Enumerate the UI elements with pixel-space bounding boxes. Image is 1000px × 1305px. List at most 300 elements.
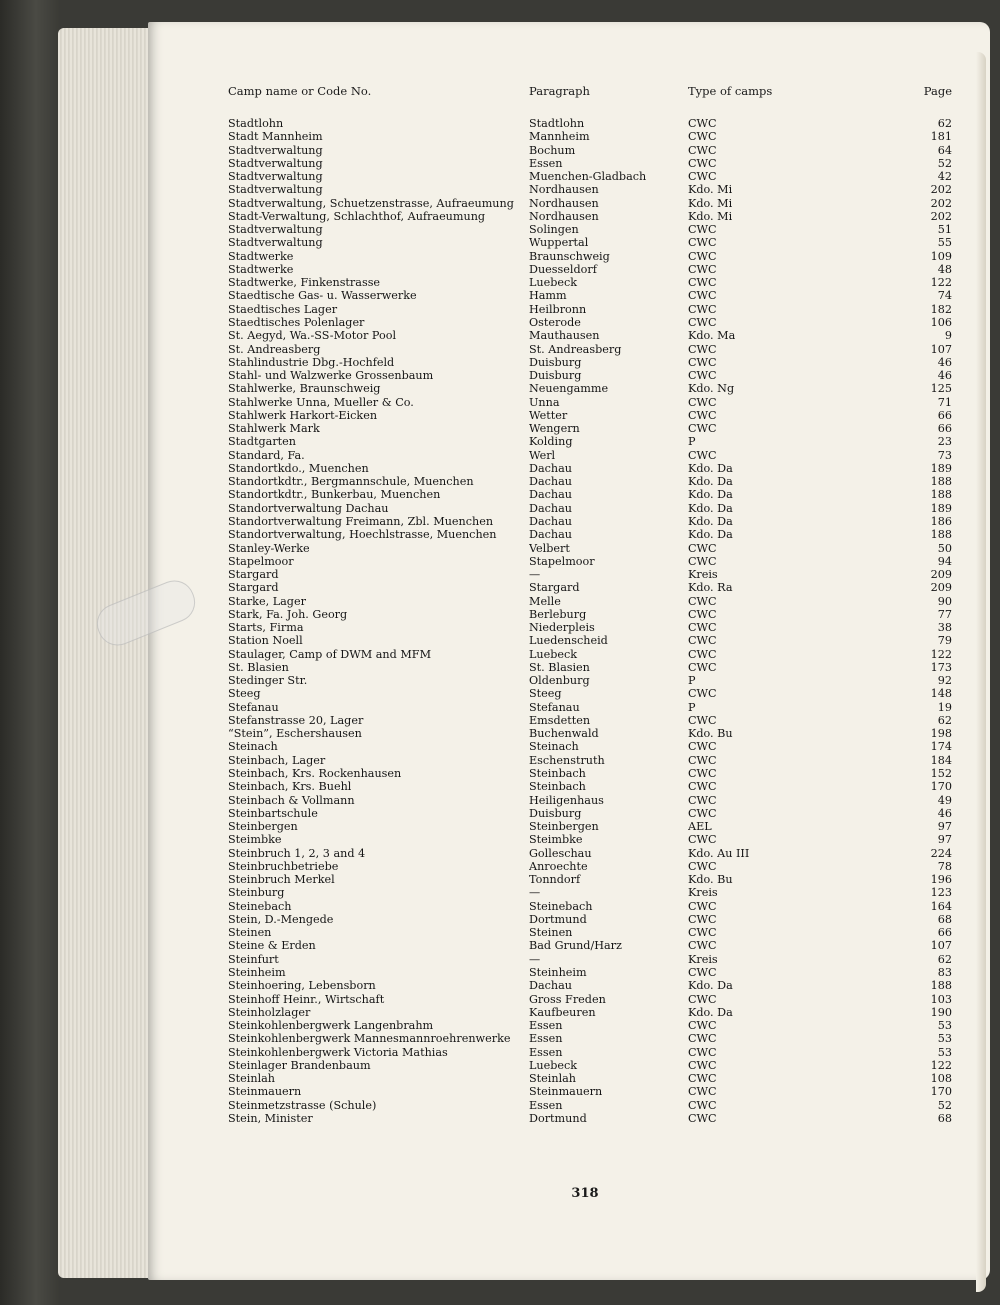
row-type: CWC xyxy=(688,859,717,873)
row-paragraph: Steinlah xyxy=(529,1072,577,1086)
row-type: Kdo. Bu xyxy=(688,873,733,887)
row-page: 51 xyxy=(937,223,952,237)
row-type: CWC xyxy=(688,660,717,674)
row-type: CWC xyxy=(688,793,717,807)
row-page: 53 xyxy=(937,1032,952,1046)
row-camp-name: Station Noell xyxy=(228,634,303,648)
table-row xyxy=(0,475,1000,488)
row-type: CWC xyxy=(688,130,717,144)
row-page: 79 xyxy=(937,634,952,648)
row-camp-name: Stahlwerke, Braunschweig xyxy=(228,382,381,396)
row-camp-name: Standortkdtr., Bergmannschule, Muenchen xyxy=(228,475,474,489)
row-paragraph: Steinebach xyxy=(529,899,593,913)
row-camp-name: Steinen xyxy=(228,926,272,940)
table-row xyxy=(0,382,1000,395)
row-page: 62 xyxy=(937,713,952,727)
row-paragraph: Dachau xyxy=(529,501,572,515)
row-camp-name: Stahlwerk Mark xyxy=(228,422,320,436)
row-page: 202 xyxy=(930,196,952,210)
row-page: 108 xyxy=(930,1072,952,1086)
row-type: CWC xyxy=(688,554,717,568)
row-page: 188 xyxy=(930,475,952,489)
row-type: Kdo. Ma xyxy=(688,329,736,343)
row-paragraph: Steinbach xyxy=(529,767,586,781)
row-paragraph: — xyxy=(529,886,541,900)
row-camp-name: Steinkohlenbergwerk Mannesmannroehrenwerke xyxy=(228,1032,511,1046)
row-camp-name: Steimbke xyxy=(228,833,282,847)
row-page: 107 xyxy=(930,342,952,356)
table-row xyxy=(0,170,1000,183)
table-row xyxy=(0,223,1000,236)
row-paragraph: Velbert xyxy=(529,541,570,555)
row-page: 97 xyxy=(937,820,952,834)
row-paragraph: Steimbke xyxy=(529,833,583,847)
table-row xyxy=(0,926,1000,939)
row-type: CWC xyxy=(688,170,717,184)
table-row xyxy=(0,130,1000,143)
table-row xyxy=(0,1019,1000,1032)
row-paragraph: Mannheim xyxy=(529,130,590,144)
row-page: 170 xyxy=(930,780,952,794)
row-page: 164 xyxy=(930,899,952,913)
row-type: Kdo. Ng xyxy=(688,382,735,396)
row-page: 190 xyxy=(930,1005,952,1019)
row-paragraph: Steinach xyxy=(529,740,579,754)
row-type: Kdo. Da xyxy=(688,488,733,502)
row-page: 196 xyxy=(930,873,952,887)
row-paragraph: Nordhausen xyxy=(529,196,599,210)
row-paragraph: Luebeck xyxy=(529,276,578,290)
row-type: CWC xyxy=(688,899,717,913)
row-camp-name: Stadtverwaltung xyxy=(228,143,323,157)
table-row xyxy=(0,555,1000,568)
row-type: Kdo. Da xyxy=(688,979,733,993)
row-paragraph: Bochum xyxy=(529,143,576,157)
row-page: 74 xyxy=(937,289,952,303)
header-camp-name: Camp name or Code No. xyxy=(228,84,372,98)
row-page: 107 xyxy=(930,939,952,953)
table-row xyxy=(0,488,1000,501)
row-camp-name: Stadtwerke xyxy=(228,262,294,276)
row-page: 62 xyxy=(937,952,952,966)
row-page: 189 xyxy=(930,501,952,515)
camp-list xyxy=(0,117,1000,1125)
row-camp-name: Stahlwerk Harkort-Eicken xyxy=(228,408,378,422)
row-type: Kdo. Mi xyxy=(688,209,733,223)
header-page: Page xyxy=(923,84,952,98)
row-camp-name: Steinbach & Vollmann xyxy=(228,793,355,807)
row-type: CWC xyxy=(688,143,717,157)
row-paragraph: Eschenstruth xyxy=(529,753,605,767)
row-type: Kdo. Ra xyxy=(688,581,733,595)
row-paragraph: Kaufbeuren xyxy=(529,1005,596,1019)
row-camp-name: Standortkdo., Muenchen xyxy=(228,461,369,475)
row-paragraph: — xyxy=(529,952,541,966)
row-paragraph: Neuengamme xyxy=(529,382,609,396)
row-page: 38 xyxy=(937,621,952,635)
row-paragraph: Luebeck xyxy=(529,1058,578,1072)
table-row xyxy=(0,595,1000,608)
row-type: CWC xyxy=(688,1019,717,1033)
header-paragraph: Paragraph xyxy=(529,84,590,98)
row-type: Kdo. Da xyxy=(688,528,733,542)
row-paragraph: Bad Grund/Harz xyxy=(529,939,622,953)
row-camp-name: Standard, Fa. xyxy=(228,448,305,462)
table-row xyxy=(0,913,1000,926)
row-page: 94 xyxy=(937,554,952,568)
row-type: CWC xyxy=(688,966,717,979)
row-paragraph: Solingen xyxy=(529,223,579,237)
table-row xyxy=(0,409,1000,422)
row-paragraph: Anroechte xyxy=(529,859,588,873)
row-page: 52 xyxy=(937,1098,952,1112)
row-type: CWC xyxy=(688,355,717,369)
row-type: CWC xyxy=(688,302,717,316)
row-camp-name: Starke, Lager xyxy=(228,594,306,608)
row-paragraph: Kolding xyxy=(529,435,573,449)
row-camp-name: Steinbach, Krs. Rockenhausen xyxy=(228,767,402,781)
row-paragraph: Wengern xyxy=(529,422,580,436)
row-paragraph: Wuppertal xyxy=(529,236,589,250)
table-row xyxy=(0,740,1000,753)
row-paragraph: Hamm xyxy=(529,289,567,303)
row-page: 152 xyxy=(930,767,952,781)
row-paragraph: Duesseldorf xyxy=(529,262,597,276)
table-row xyxy=(0,422,1000,435)
row-page: 182 xyxy=(930,302,952,316)
row-camp-name: St. Andreasberg xyxy=(228,342,321,356)
table-row xyxy=(0,528,1000,541)
row-page: 148 xyxy=(930,687,952,701)
table-row xyxy=(0,727,1000,740)
row-page: 55 xyxy=(937,236,952,250)
table-row xyxy=(0,568,1000,581)
row-type: Kreis xyxy=(688,952,718,966)
row-camp-name: Steinholzlager xyxy=(228,1005,311,1019)
row-type: CWC xyxy=(688,249,717,263)
row-type: CWC xyxy=(688,767,717,781)
row-paragraph: Oldenburg xyxy=(529,674,590,688)
row-type: CWC xyxy=(688,1045,717,1059)
row-camp-name: Steinbruch Merkel xyxy=(228,873,335,887)
row-camp-name: Stadtwerke, Finkenstrasse xyxy=(228,276,381,290)
table-row xyxy=(0,661,1000,674)
table-row xyxy=(0,144,1000,157)
table-row xyxy=(0,542,1000,555)
row-paragraph: Unna xyxy=(529,395,560,409)
row-type: CWC xyxy=(688,342,717,356)
row-type: CWC xyxy=(688,1098,717,1112)
row-paragraph: Buchenwald xyxy=(529,727,599,741)
table-row xyxy=(0,210,1000,223)
row-paragraph: Essen xyxy=(529,1045,563,1059)
table-row xyxy=(0,303,1000,316)
row-paragraph: Stadtlohn xyxy=(529,117,585,130)
row-page: 42 xyxy=(937,170,952,184)
row-camp-name: Stahlwerke Unna, Mueller & Co. xyxy=(228,395,414,409)
table-row xyxy=(0,780,1000,793)
row-camp-name: Steinebach xyxy=(228,899,292,913)
row-camp-name: Stark, Fa. Joh. Georg xyxy=(228,607,348,621)
row-paragraph: St. Blasien xyxy=(529,660,590,674)
row-page: 66 xyxy=(937,408,952,422)
row-page: 189 xyxy=(930,461,952,475)
row-camp-name: Stein, Minister xyxy=(228,1111,313,1125)
table-row xyxy=(0,462,1000,475)
row-type: CWC xyxy=(688,594,717,608)
row-paragraph: Duisburg xyxy=(529,355,582,369)
row-paragraph: Steinen xyxy=(529,926,573,940)
row-page: 53 xyxy=(937,1045,952,1059)
row-page: 46 xyxy=(937,369,952,383)
table-row xyxy=(0,369,1000,382)
table-row xyxy=(0,396,1000,409)
table-row xyxy=(0,515,1000,528)
row-type: CWC xyxy=(688,541,717,555)
row-page: 92 xyxy=(937,674,952,688)
table-row xyxy=(0,1099,1000,1112)
row-type: CWC xyxy=(688,422,717,436)
row-type: CWC xyxy=(688,1072,717,1086)
row-camp-name: Standortverwaltung Dachau xyxy=(228,501,389,515)
row-page: 122 xyxy=(930,647,952,661)
table-row xyxy=(0,993,1000,1006)
row-camp-name: Starts, Firma xyxy=(228,621,304,635)
row-page: 184 xyxy=(930,753,952,767)
row-camp-name: Stadtverwaltung xyxy=(228,156,323,170)
row-camp-name: Staedtisches Polenlager xyxy=(228,315,365,329)
row-type: CWC xyxy=(688,1085,717,1099)
row-camp-name: Steinbruch 1, 2, 3 and 4 xyxy=(228,846,366,860)
row-camp-name: Steinbach, Krs. Buehl xyxy=(228,780,352,794)
row-type: P xyxy=(688,674,696,688)
row-page: 48 xyxy=(937,262,952,276)
row-camp-name: Stahlindustrie Dbg.-Hochfeld xyxy=(228,355,395,369)
row-paragraph: Tonndorf xyxy=(529,873,581,887)
row-page: 9 xyxy=(944,329,952,343)
row-paragraph: Berleburg xyxy=(529,607,587,621)
header-type: Type of camps xyxy=(688,84,773,98)
table-row xyxy=(0,608,1000,621)
table-row xyxy=(0,701,1000,714)
row-page: 188 xyxy=(930,488,952,502)
row-type: Kdo. Au III xyxy=(688,846,750,860)
table-row xyxy=(0,250,1000,263)
row-paragraph: Dachau xyxy=(529,488,572,502)
row-page: 68 xyxy=(937,912,952,926)
row-page: 209 xyxy=(930,581,952,595)
row-paragraph: Dachau xyxy=(529,528,572,542)
row-type: CWC xyxy=(688,687,717,701)
table-row xyxy=(0,263,1000,276)
row-page: 62 xyxy=(937,117,952,130)
row-paragraph: Wetter xyxy=(529,408,568,422)
table-row xyxy=(0,435,1000,448)
row-paragraph: St. Andreasberg xyxy=(529,342,622,356)
row-camp-name: Stefanstrasse 20, Lager xyxy=(228,713,364,727)
table-row xyxy=(0,1085,1000,1098)
row-type: Kdo. Da xyxy=(688,514,733,528)
row-page: 103 xyxy=(930,992,952,1006)
table-row xyxy=(0,634,1000,647)
row-camp-name: Stanley-Werke xyxy=(228,541,310,555)
row-camp-name: Steinlah xyxy=(228,1072,276,1086)
row-type: CWC xyxy=(688,621,717,635)
row-camp-name: Steinlager Brandenbaum xyxy=(228,1058,371,1072)
row-paragraph: Heiligenhaus xyxy=(529,793,604,807)
row-paragraph: Luebeck xyxy=(529,647,578,661)
row-page: 202 xyxy=(930,183,952,197)
row-page: 68 xyxy=(937,1111,952,1125)
page-number: 318 xyxy=(571,1186,599,1201)
table-row xyxy=(0,117,1000,130)
row-camp-name: Standortkdtr., Bunkerbau, Muenchen xyxy=(228,488,441,502)
table-row xyxy=(0,886,1000,899)
row-paragraph: Dachau xyxy=(529,475,572,489)
row-paragraph: Braunschweig xyxy=(529,249,610,263)
table-row xyxy=(0,674,1000,687)
row-paragraph: Essen xyxy=(529,1019,563,1033)
row-type: CWC xyxy=(688,713,717,727)
row-camp-name: Staedtische Gas- u. Wasserwerke xyxy=(228,289,417,303)
table-row xyxy=(0,289,1000,302)
table-row xyxy=(0,754,1000,767)
table-row xyxy=(0,979,1000,992)
table-row xyxy=(0,966,1000,979)
row-camp-name: Standortverwaltung Freimann, Zbl. Muenchen xyxy=(228,514,494,528)
table-row xyxy=(0,953,1000,966)
row-type: CWC xyxy=(688,806,717,820)
row-type: CWC xyxy=(688,236,717,250)
row-camp-name: Stapelmoor xyxy=(228,554,294,568)
row-camp-name: Steeg xyxy=(228,687,261,701)
row-type: P xyxy=(688,700,696,714)
row-camp-name: Steinbartschule xyxy=(228,806,318,820)
row-page: 73 xyxy=(937,448,952,462)
row-page: 170 xyxy=(930,1085,952,1099)
table-header xyxy=(0,84,1000,100)
table-row xyxy=(0,197,1000,210)
row-camp-name: Stadtverwaltung xyxy=(228,236,323,250)
row-paragraph: Steinmauern xyxy=(529,1085,603,1099)
row-type: CWC xyxy=(688,607,717,621)
row-page: 71 xyxy=(937,395,952,409)
table-row xyxy=(0,621,1000,634)
row-page: 186 xyxy=(930,514,952,528)
table-row xyxy=(0,900,1000,913)
row-camp-name: Stadt-Verwaltung, Schlachthof, Aufraeumung xyxy=(228,209,486,223)
row-page: 123 xyxy=(930,886,952,900)
row-page: 46 xyxy=(937,355,952,369)
row-type: CWC xyxy=(688,992,717,1006)
table-row xyxy=(0,767,1000,780)
row-type: CWC xyxy=(688,117,717,130)
row-camp-name: Steinmauern xyxy=(228,1085,302,1099)
row-camp-name: Steinbruchbetriebe xyxy=(228,859,339,873)
row-paragraph: Melle xyxy=(529,594,561,608)
table-row xyxy=(0,847,1000,860)
table-row xyxy=(0,714,1000,727)
row-type: Kdo. Mi xyxy=(688,183,733,197)
table-row xyxy=(0,316,1000,329)
table-row xyxy=(0,157,1000,170)
table-row xyxy=(0,1032,1000,1045)
row-paragraph: Steeg xyxy=(529,687,562,701)
row-paragraph: Essen xyxy=(529,1032,563,1046)
row-paragraph: Steinbach xyxy=(529,780,586,794)
row-type: CWC xyxy=(688,262,717,276)
row-type: CWC xyxy=(688,1032,717,1046)
row-type: CWC xyxy=(688,1111,717,1125)
row-camp-name: Staulager, Camp of DWM and MFM xyxy=(228,647,432,661)
row-type: CWC xyxy=(688,926,717,940)
row-paragraph: Dortmund xyxy=(529,1111,587,1125)
row-camp-name: Steinach xyxy=(228,740,278,754)
table-row xyxy=(0,183,1000,196)
table-row xyxy=(0,687,1000,700)
row-camp-name: Stadtverwaltung xyxy=(228,170,323,184)
row-page: 224 xyxy=(930,846,952,860)
row-paragraph: Golleschau xyxy=(529,846,592,860)
row-camp-name: Steine & Erden xyxy=(228,939,316,953)
row-paragraph: Heilbronn xyxy=(529,302,587,316)
row-page: 198 xyxy=(930,727,952,741)
row-camp-name: Stadtlohn xyxy=(228,117,284,130)
row-page: 109 xyxy=(930,249,952,263)
table-row xyxy=(0,356,1000,369)
row-type: CWC xyxy=(688,740,717,754)
row-page: 66 xyxy=(937,926,952,940)
row-paragraph: Luedenscheid xyxy=(529,634,608,648)
row-paragraph: Nordhausen xyxy=(529,183,599,197)
row-camp-name: Steinburg xyxy=(228,886,285,900)
row-camp-name: St. Aegyd, Wa.-SS-Motor Pool xyxy=(228,329,397,343)
row-paragraph: Duisburg xyxy=(529,806,582,820)
row-camp-name: Steinhoff Heinr., Wirtschaft xyxy=(228,992,385,1006)
row-camp-name: Stadtverwaltung xyxy=(228,223,323,237)
row-type: Kdo. Da xyxy=(688,475,733,489)
row-paragraph: Essen xyxy=(529,156,563,170)
table-row xyxy=(0,860,1000,873)
row-page: 83 xyxy=(937,966,952,979)
row-paragraph: Dachau xyxy=(529,514,572,528)
row-type: CWC xyxy=(688,912,717,926)
row-type: P xyxy=(688,435,696,449)
row-page: 23 xyxy=(937,435,952,449)
table-row xyxy=(0,833,1000,846)
row-page: 66 xyxy=(937,422,952,436)
row-page: 53 xyxy=(937,1019,952,1033)
table-row xyxy=(0,1059,1000,1072)
row-page: 64 xyxy=(937,143,952,157)
row-camp-name: Stadtverwaltung, Schuetzenstrasse, Aufraeumung xyxy=(228,196,514,210)
row-camp-name: Steinbach, Lager xyxy=(228,753,326,767)
row-paragraph: Nordhausen xyxy=(529,209,599,223)
table-row xyxy=(0,329,1000,342)
table-row xyxy=(0,581,1000,594)
row-page: 106 xyxy=(930,315,952,329)
table-row xyxy=(0,343,1000,356)
row-camp-name: Stadtverwaltung xyxy=(228,183,323,197)
row-paragraph: Steinbergen xyxy=(529,820,599,834)
row-page: 202 xyxy=(930,209,952,223)
row-paragraph: Dachau xyxy=(529,979,572,993)
row-type: Kdo. Da xyxy=(688,461,733,475)
row-page: 174 xyxy=(930,740,952,754)
row-paragraph: Steinheim xyxy=(529,966,587,979)
row-type: Kdo. Bu xyxy=(688,727,733,741)
row-paragraph: Mauthausen xyxy=(529,329,600,343)
